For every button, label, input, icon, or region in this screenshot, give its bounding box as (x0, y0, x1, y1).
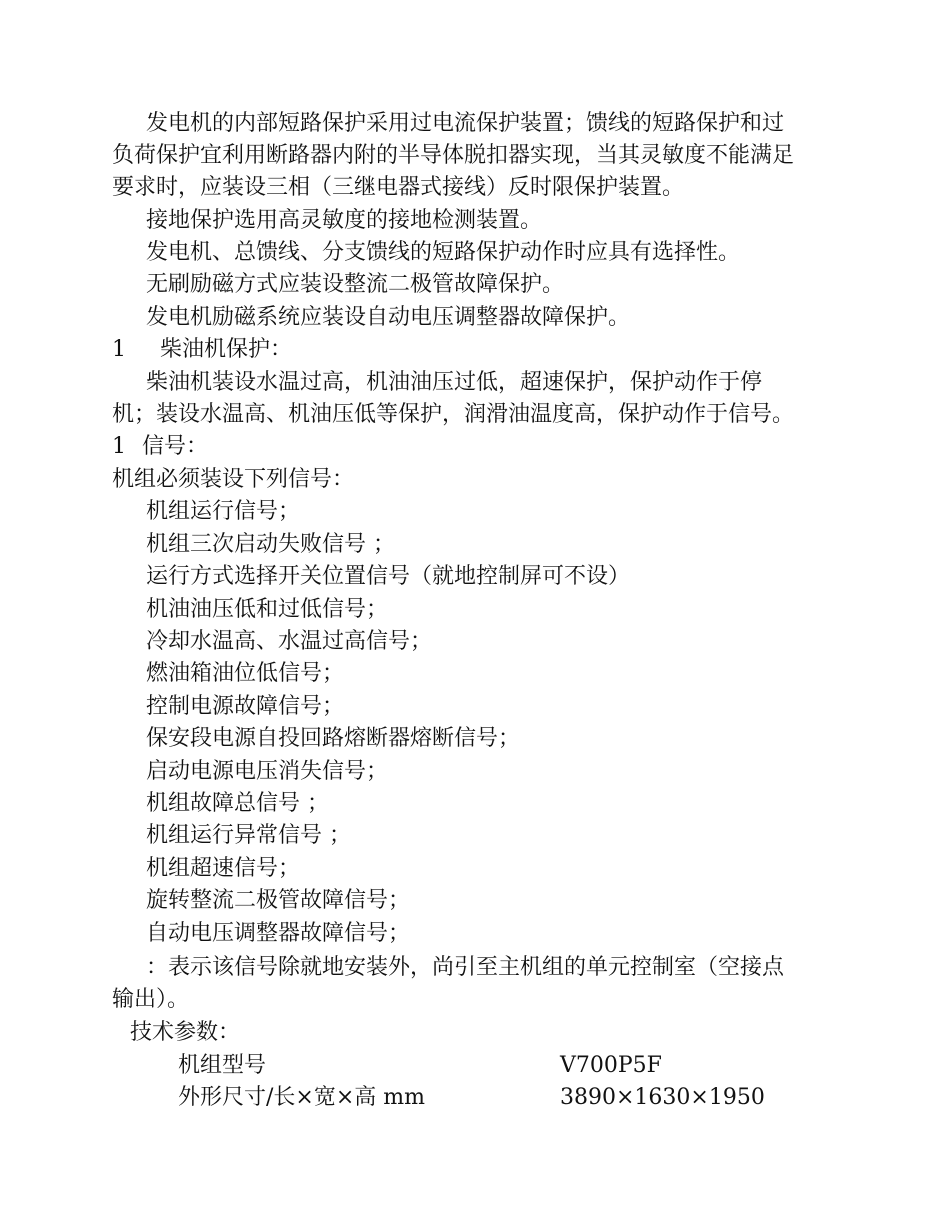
diesel-paragraph-line: 柴油机装设水温过高，机油油压过低，超速保护，保护动作于停 (146, 370, 763, 395)
diesel-heading-number: 1 (112, 337, 126, 362)
tech-params-heading: 技术参数： (130, 1020, 241, 1045)
signal-list-item: 机组超速信号； (146, 856, 301, 881)
tech-param-value: V700P5F (560, 1053, 662, 1078)
signal-list-item: 机组运行信号； (146, 499, 301, 524)
signal-list-item: 机组故障总信号 ； (146, 791, 329, 816)
signal-list-item: 冷却水温高、水温过高信号； (146, 629, 433, 654)
signal-list-item: 运行方式选择开关位置信号（就地控制屏可不设） (146, 564, 631, 589)
tech-param-label: 机组型号 (178, 1053, 267, 1078)
signals-heading (112, 431, 208, 463)
signal-list-item: 控制电源故障信号； (146, 694, 345, 719)
protection-paragraph: 接地保护选用高灵敏度的接地检测装置。 (146, 208, 543, 233)
tech-param-row (0, 1082, 950, 1114)
tech-param-label: 外形尺寸/长×宽×高 mm (178, 1085, 425, 1110)
protection-paragraph-line: 负荷保护宜利用断路器内附的半导体脱扣器实现，当其灵敏度不能满足 (112, 143, 795, 168)
signals-heading-text: 信号： (142, 434, 209, 459)
signals-heading-number: 1 (112, 434, 126, 459)
signal-list-item: 自动电压调整器故障信号； (146, 921, 411, 946)
protection-paragraph-line: 要求时，应装设三相（三继电器式接线）反时限保护装置。 (112, 175, 685, 200)
signal-list-item: 机组运行异常信号 ； (146, 823, 351, 848)
signals-note-line: ：表示该信号除就地安装外，尚引至主机组的单元控制室（空接点 (146, 955, 785, 980)
signal-list-item: 保安段电源自投回路熔断器熔断信号； (146, 726, 521, 751)
diesel-paragraph-line: 机；装设水温高、机油压低等保护，润滑油温度高，保护动作于信号。 (112, 402, 795, 427)
protection-paragraph: 发电机、总馈线、分支馈线的短路保护动作时应具有选择性。 (146, 240, 741, 265)
signal-list-item: 启动电源电压消失信号； (146, 759, 389, 784)
signal-list-item: 机组三次启动失败信号 ； (146, 532, 395, 557)
signals-note-line: 输出）。 (112, 987, 190, 1012)
diesel-heading (112, 334, 292, 366)
protection-paragraph-line: 发电机的内部短路保护采用过电流保护装置；馈线的短路保护和过 (146, 111, 785, 136)
signal-list-item: 旋转整流二极管故障信号； (146, 888, 411, 913)
diesel-heading-text: 柴油机保护： (160, 337, 293, 362)
tech-param-row (0, 1050, 950, 1082)
protection-paragraph: 发电机励磁系统应装设自动电压调整器故障保护。 (146, 305, 631, 330)
tech-param-value: 3890×1630×1950 (560, 1085, 765, 1110)
protection-paragraph: 无刷励磁方式应装设整流二极管故障保护。 (146, 272, 565, 297)
signal-list-item: 机油油压低和过低信号； (146, 597, 389, 622)
signal-list-item: 燃油箱油位低信号； (146, 661, 345, 686)
signals-intro: 机组必须装设下列信号： (112, 467, 355, 492)
